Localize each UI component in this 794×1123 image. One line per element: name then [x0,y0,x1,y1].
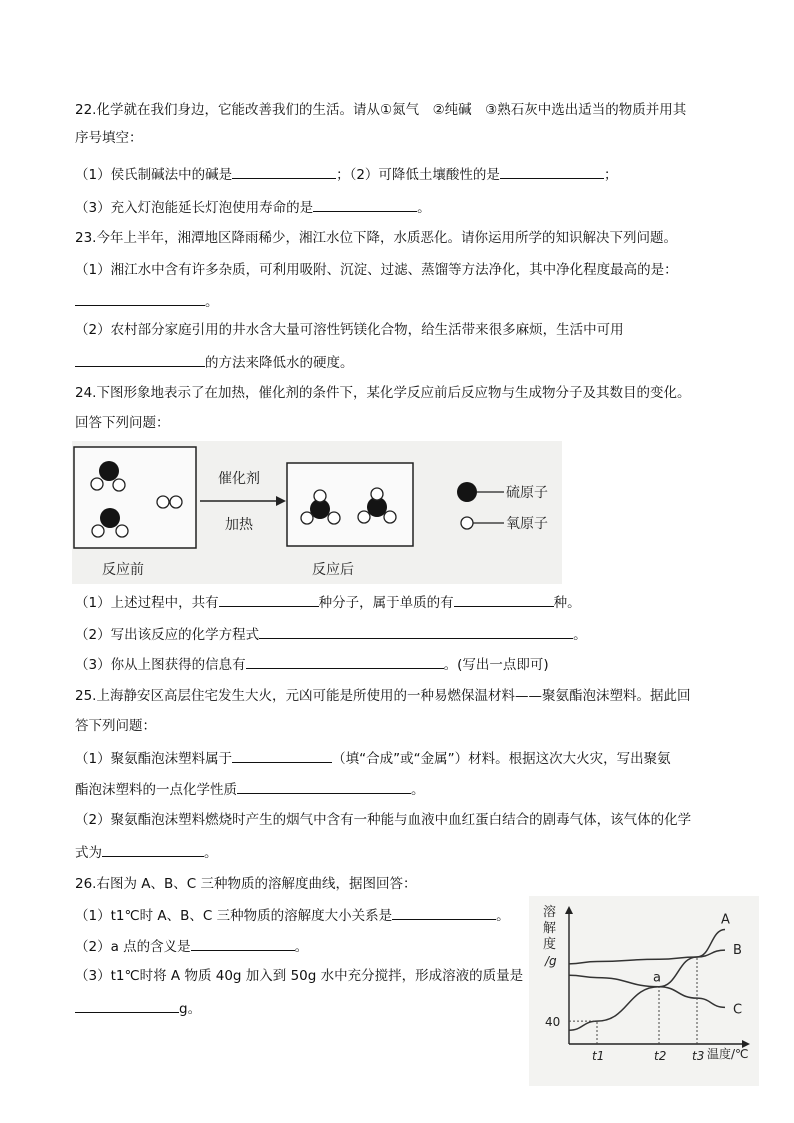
punct: 。 [496,908,510,924]
q26-stem: 26.右图为 A、B、C 三种物质的溶解度曲线，据图回答： [75,876,417,892]
answer-blank[interactable] [500,164,604,179]
q26-part1 [75,905,510,926]
answer-blank[interactable] [75,998,179,1013]
punct: 。 [573,627,587,643]
q25-part1-cont-label: 酯泡沫塑料的一点化学性质 [75,782,237,798]
y-tick-label: 40 [545,1015,561,1030]
punct: 。 [294,939,309,955]
q22-stem-cont: 序号填空： [75,130,143,146]
answer-blank[interactable] [102,842,204,857]
ylabel-char: 度 [543,937,557,952]
q24-part3 [75,654,549,675]
q26-part2 [75,936,308,957]
q22-part1-label: （1）侯氏制碱法中的碱是 [75,167,233,183]
q22-part3-label: （3）充入灯泡能延长灯泡使用寿命的是 [75,200,314,216]
ylabel-char: 解 [543,921,557,936]
answer-blank[interactable] [75,352,205,367]
q23-part2-end: 的方法来降低水的硬度。 [205,355,354,371]
q24-part1-mid: 种分子，属于单质的有 [318,595,454,611]
answer-blank[interactable] [232,748,332,763]
curve-label-C: C [733,1002,743,1018]
q25-stem-cont: 答下列问题： [75,718,156,734]
q24-part3-label: （3）你从上图获得的信息有 [75,657,246,673]
point-a-label: a [653,970,661,986]
x-tick-label: t1 [592,1049,605,1063]
q25-part2: （2）聚氨酯泡沫塑料燃烧时产生的烟气中含有一种能与血液中血红蛋白结合的剧毒气体，该气体的化学 [75,812,692,828]
answer-blank[interactable] [237,779,411,794]
q25-part1-label: （1）聚氨酯泡沫塑料属于 [75,751,233,767]
punct: ； [603,167,618,183]
after-box [287,463,413,546]
answer-blank[interactable] [219,592,319,607]
punct: 。 [204,845,218,861]
q22-part3 [75,197,431,218]
x-axis-label: 温度/℃ [707,1047,749,1061]
q24-part1-label: （1）上述过程中，共有 [75,595,219,611]
q26-part3-answer [75,998,201,1019]
q23-part2-answer [75,352,354,373]
heat-label: 加热 [225,517,253,533]
q26-part1-label: （1）t1℃时 A、B、C 三种物质的溶解度大小关系是 [75,908,393,924]
punct: 。 [205,294,219,310]
reaction-figure [72,441,562,584]
oxygen-atom-legend-icon [461,517,473,529]
q24-part1 [75,592,581,613]
answer-blank[interactable] [191,936,295,951]
q24-part1-end: 种。 [553,595,581,611]
q23-part1-answer [75,291,219,312]
legend-sulfur: 硫原子 [506,485,548,501]
before-caption: 反应前 [102,562,144,578]
q22-part1-2 [75,164,617,185]
q25-part1-cont [75,779,425,800]
punct: 。 [417,200,431,216]
answer-blank[interactable] [232,164,336,179]
q24-stem-cont: 回答下列问题： [75,415,170,431]
q24-part2 [75,624,587,645]
legend-oxygen: 氧原子 [506,516,548,532]
ylabel-unit: /g [545,954,557,968]
q23-stem: 23.今年上半年，湘潭地区降雨稀少，湘江水位下降，水质恶化。请你运用所学的知识解决下列问题。 [75,230,677,246]
answer-blank[interactable] [313,197,417,212]
q22-stem: 22.化学就在我们身边，它能改善我们的生活。请从①氮气 ②纯碱 ③熟石灰中选出适当的物质并用其 [75,102,687,118]
answer-blank[interactable] [392,905,496,920]
q25-part2-cont-label: 式为 [75,845,102,861]
q24-part2-label: （2）写出该反应的化学方程式 [75,627,260,643]
catalyst-label: 催化剂 [218,471,260,487]
q24-stem: 24.下图形象地表示了在加热，催化剂的条件下，某化学反应前后反应物与生成物分子及其数目的变化。 [75,385,691,401]
solubility-chart [529,896,759,1086]
answer-blank[interactable] [259,624,573,639]
reaction-diagram [72,441,562,584]
q26-part2-label: （2）a 点的含义是 [75,939,191,955]
q25-stem: 25.上海静安区高层住宅发生大火，元凶可能是所使用的一种易燃保温材料——聚氨酯泡沫塑料。据此回 [75,688,691,704]
q24-part3-end: 。(写出一点即可) [443,657,549,673]
q25-part1 [75,748,671,769]
answer-blank[interactable] [75,291,205,306]
curve-label-B: B [733,943,742,959]
solubility-chart-svg [529,896,759,1086]
q26-part3: （3）t1℃时将 A 物质 40g 加入到 50g 水中充分搅拌，形成溶液的质量是 [75,968,524,984]
punct: 。 [411,782,425,798]
q25-part2-cont [75,842,218,863]
answer-blank[interactable] [246,654,444,669]
answer-blank[interactable] [454,592,554,607]
sulfur-atom-legend-icon [457,482,477,502]
q23-part1: （1）湘江水中含有许多杂质，可利用吸附、沉淀、过滤、蒸馏等方法净化，其中净化程度最高的是： [75,262,678,278]
q22-part2-label: ；（2）可降低土壤酸性的是 [336,167,500,183]
x-tick-label: t3 [692,1049,705,1063]
q25-part1-mid: （填“合成”或“金属”）材料。根据这次大火灾，写出聚氨 [332,751,671,767]
curve-label-A: A [721,912,730,928]
after-caption: 反应后 [312,562,354,578]
q26-part3-unit: g。 [179,1001,202,1017]
x-tick-label: t2 [654,1049,667,1063]
ylabel-char: 溶 [543,905,557,920]
q23-part2: （2）农村部分家庭引用的井水含大量可溶性钙镁化合物，给生活带来很多麻烦，生活中可用 [75,322,624,338]
